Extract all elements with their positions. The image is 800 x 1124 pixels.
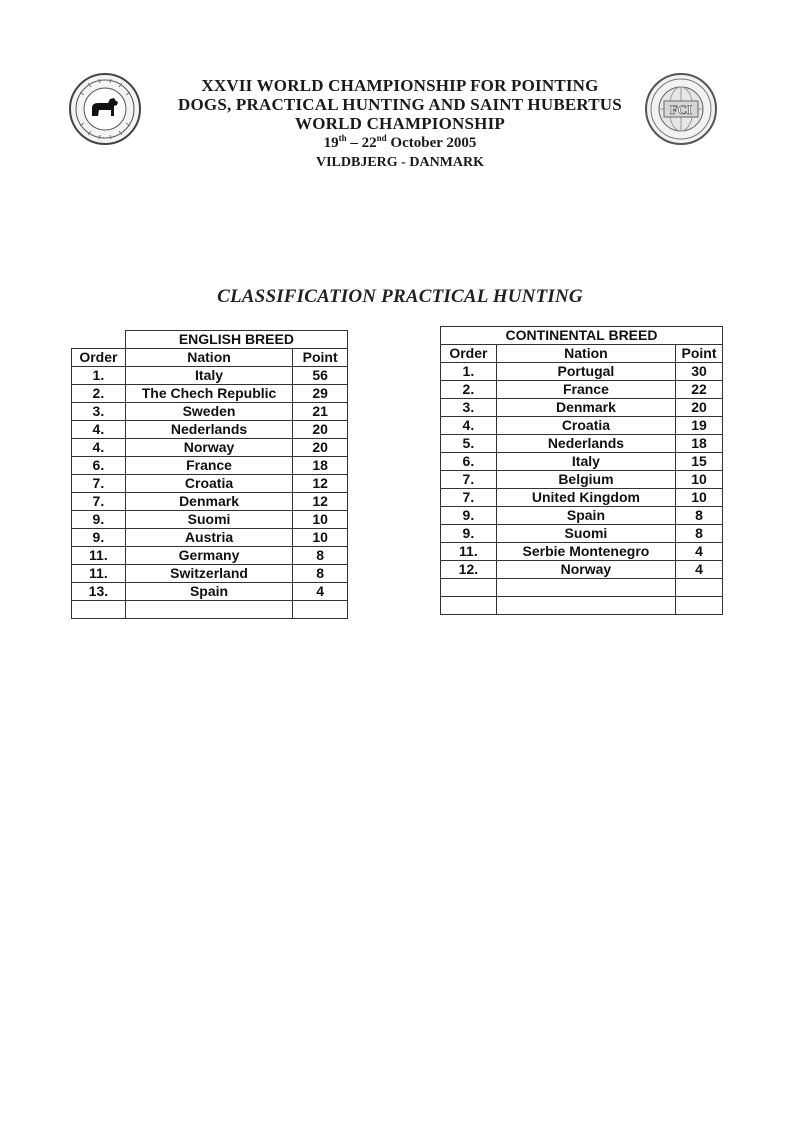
document-header: [140, 76, 660, 172]
order-cell: 3.: [72, 403, 126, 421]
order-cell: 7.: [72, 493, 126, 511]
english-header-point: Point: [293, 349, 348, 367]
table-row: [72, 493, 348, 511]
order-cell: 7.: [72, 475, 126, 493]
table-row: [72, 439, 348, 457]
order-cell: 4.: [441, 417, 497, 435]
point-cell: 4: [293, 583, 348, 601]
table-row: [72, 385, 348, 403]
table-row: [441, 579, 723, 597]
nation-cell: [125, 601, 292, 619]
point-cell: 22: [676, 381, 723, 399]
nation-cell: Spain: [496, 507, 675, 525]
table-row: [441, 561, 723, 579]
nation-cell: Denmark: [125, 493, 292, 511]
table-row: [441, 471, 723, 489]
order-cell: 6.: [72, 457, 126, 475]
order-cell: [441, 579, 497, 597]
header-title-line-2: DOGS, PRACTICAL HUNTING AND SAINT HUBERTUS: [178, 95, 622, 114]
table-row: [72, 403, 348, 421]
nation-cell: Croatia: [125, 475, 292, 493]
point-cell: 18: [293, 457, 348, 475]
point-cell: [676, 579, 723, 597]
order-cell: 9.: [72, 511, 126, 529]
english-empty-corner: [72, 331, 126, 349]
order-cell: 7.: [441, 471, 497, 489]
table-row: [441, 435, 723, 453]
point-cell: 4: [676, 561, 723, 579]
table-row: [441, 363, 723, 381]
danish-kennel-club-seal-icon: [68, 72, 142, 146]
continental-header-point: Point: [676, 345, 723, 363]
table-row: [441, 399, 723, 417]
point-cell: 8: [293, 547, 348, 565]
table-row: [441, 525, 723, 543]
table-row: [441, 381, 723, 399]
continental-header-order: Order: [441, 345, 497, 363]
order-cell: 5.: [441, 435, 497, 453]
nation-cell: Nederlands: [496, 435, 675, 453]
table-row: [72, 583, 348, 601]
order-cell: 3.: [441, 399, 497, 417]
header-title-line-3: WORLD CHAMPIONSHIP: [295, 114, 505, 133]
nation-cell: Norway: [496, 561, 675, 579]
table-row: [441, 489, 723, 507]
table-row: [72, 529, 348, 547]
table-row: [441, 597, 723, 615]
point-cell: 8: [676, 507, 723, 525]
order-cell: 11.: [72, 547, 126, 565]
order-cell: 1.: [72, 367, 126, 385]
order-cell: 9.: [441, 507, 497, 525]
date-separator: –: [346, 135, 362, 151]
order-cell: 9.: [441, 525, 497, 543]
nation-cell: Sweden: [125, 403, 292, 421]
nation-cell: Germany: [125, 547, 292, 565]
nation-cell: France: [496, 381, 675, 399]
nation-cell: Suomi: [496, 525, 675, 543]
nation-cell: United Kingdom: [496, 489, 675, 507]
nation-cell: Italy: [496, 453, 675, 471]
english-table-body: [72, 367, 348, 619]
classification-title: CLASSIFICATION PRACTICAL HUNTING: [217, 286, 583, 307]
nation-cell: Italy: [125, 367, 292, 385]
order-cell: 12.: [441, 561, 497, 579]
table-row: [72, 565, 348, 583]
point-cell: [676, 597, 723, 615]
table-row: [72, 511, 348, 529]
order-cell: 7.: [441, 489, 497, 507]
order-cell: 13.: [72, 583, 126, 601]
order-cell: [441, 597, 497, 615]
point-cell: 12: [293, 475, 348, 493]
nation-cell: Portugal: [496, 363, 675, 381]
point-cell: [293, 601, 348, 619]
nation-cell: Switzerland: [125, 565, 292, 583]
nation-cell: Nederlands: [125, 421, 292, 439]
english-breed-title: ENGLISH BREED: [125, 331, 347, 349]
nation-cell: [496, 579, 675, 597]
point-cell: 4: [676, 543, 723, 561]
point-cell: 10: [676, 471, 723, 489]
point-cell: 10: [293, 529, 348, 547]
date-start-day: 19: [323, 135, 339, 151]
english-breed-table: [71, 330, 348, 619]
date-end-suffix: nd: [376, 133, 387, 143]
point-cell: 30: [676, 363, 723, 381]
nation-cell: Norway: [125, 439, 292, 457]
date-end-day: 22: [361, 135, 377, 151]
nation-cell: Croatia: [496, 417, 675, 435]
date-month-year: October 2005: [386, 135, 477, 151]
table-row: [72, 475, 348, 493]
point-cell: 21: [293, 403, 348, 421]
event-place: VILDBJERG - DANMARK: [316, 155, 484, 170]
point-cell: 56: [293, 367, 348, 385]
table-row: [441, 453, 723, 471]
order-cell: 9.: [72, 529, 126, 547]
nation-cell: Denmark: [496, 399, 675, 417]
english-header-nation: Nation: [125, 349, 292, 367]
order-cell: 4.: [72, 439, 126, 457]
english-header-order: Order: [72, 349, 126, 367]
point-cell: 8: [676, 525, 723, 543]
point-cell: 20: [293, 421, 348, 439]
point-cell: 10: [293, 511, 348, 529]
point-cell: 12: [293, 493, 348, 511]
nation-cell: Serbie Montenegro: [496, 543, 675, 561]
nation-cell: Spain: [125, 583, 292, 601]
order-cell: 2.: [72, 385, 126, 403]
order-cell: 11.: [441, 543, 497, 561]
table-row: [72, 457, 348, 475]
continental-header-nation: Nation: [496, 345, 675, 363]
point-cell: 20: [293, 439, 348, 457]
nation-cell: Belgium: [496, 471, 675, 489]
continental-breed-table: [440, 326, 723, 615]
nation-cell: Suomi: [125, 511, 292, 529]
point-cell: 19: [676, 417, 723, 435]
continental-table-body: [441, 363, 723, 615]
fci-seal-text: FCI: [669, 102, 693, 117]
point-cell: 8: [293, 565, 348, 583]
order-cell: 4.: [72, 421, 126, 439]
point-cell: 10: [676, 489, 723, 507]
table-row: [72, 601, 348, 619]
nation-cell: The Chech Republic: [125, 385, 292, 403]
table-row: [441, 507, 723, 525]
order-cell: 2.: [441, 381, 497, 399]
point-cell: 18: [676, 435, 723, 453]
nation-cell: [496, 597, 675, 615]
header-title-line-1: XXVII WORLD CHAMPIONSHIP FOR POINTING: [201, 76, 599, 95]
point-cell: 15: [676, 453, 723, 471]
event-dates: [140, 134, 660, 153]
continental-breed-title: CONTINENTAL BREED: [441, 327, 723, 345]
table-row: [72, 547, 348, 565]
date-start-suffix: th: [338, 133, 347, 143]
nation-cell: France: [125, 457, 292, 475]
point-cell: 20: [676, 399, 723, 417]
table-row: [441, 543, 723, 561]
order-cell: 6.: [441, 453, 497, 471]
order-cell: 11.: [72, 565, 126, 583]
table-row: [441, 417, 723, 435]
point-cell: 29: [293, 385, 348, 403]
order-cell: [72, 601, 126, 619]
table-row: [72, 367, 348, 385]
order-cell: 1.: [441, 363, 497, 381]
nation-cell: Austria: [125, 529, 292, 547]
table-row: [72, 421, 348, 439]
